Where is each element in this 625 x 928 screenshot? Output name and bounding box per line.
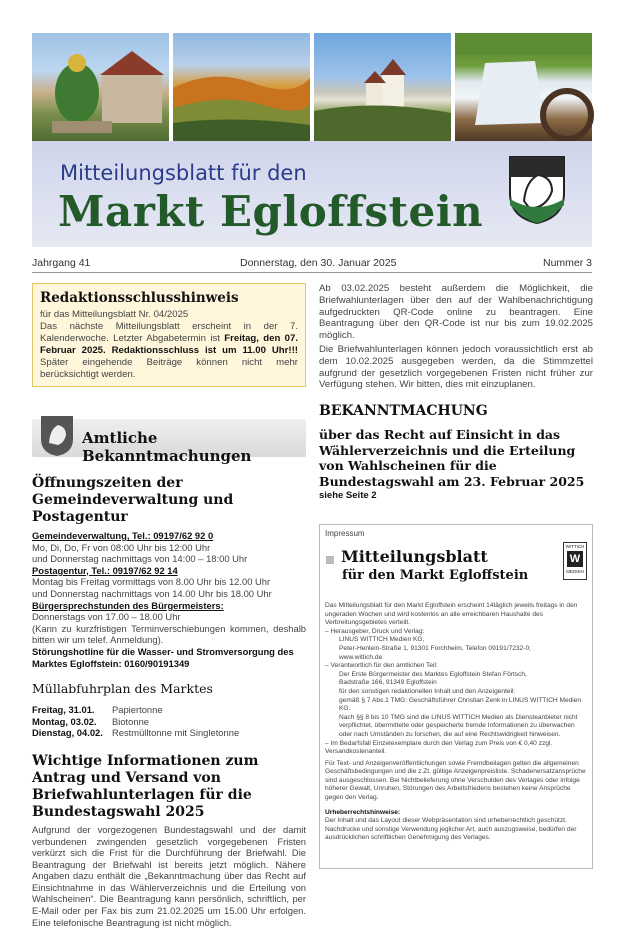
imprint-single-copies: – Im Bedarfsfall Einzelexemplare durch den Verlag zum Preis von € 0,40 zzgl. Versandkostenanteil. [325, 739, 553, 756]
imprint-subtitle: für den Markt Egloffstein [342, 568, 529, 583]
postal-vote-title: Wichtige Informationen zum Antrag und Versand von Briefwahlunterlagen für die Bundestagswahl 2025 [32, 752, 259, 820]
header-photo-strip [32, 33, 592, 141]
see-page-link[interactable]: siehe Seite 2 [319, 490, 377, 502]
imprint-header [325, 544, 587, 602]
imprint-intro: Das Mitteilungsblatt für den Markt Egloffstein erscheint 14täglich jeweils freitags in den ungeraden Wochen und wird kostenlos an alle erreichbaren Haushalte des Verbreitungsgebietes verteilt. [325, 602, 578, 627]
collection-day: Dienstag, 04.02. [32, 727, 103, 739]
square-bullet-icon [326, 556, 334, 564]
waste-schedule-row [32, 704, 306, 716]
imprint-label: Impressum [325, 529, 365, 538]
waste-plan-title: Müllabfuhrplan des Marktes [32, 681, 213, 697]
imprint-website-link[interactable]: www.wittich.de [339, 653, 383, 661]
opening-hours-line: und Donnerstag nachmittags von 14.00 Uhr bis 18.00 Uhr [32, 587, 272, 599]
divider [32, 272, 592, 273]
imprint-tmg-8-10: Nach §§ 8 bis 10 TMG sind die LINUS WITTICH Medien als Diensteanbieter nicht verpflichtet, übermittelte oder gespeicherte fremde Informationen zu überwachen oder nach Umständen zu forschen, die auf eine Rechtswidrigkeit hinweisen. [339, 713, 578, 738]
wittich-logo: WITTICH W MEDIEN [563, 542, 587, 580]
imprint-terms: Für Text- und Anzeigenveröffentlichungen sowie Fremdbeilagen gelten die allgemeinen Geschäftsbedingungen und die z.Zt. gültige Anzeigenpreisliste. Schadenersatzansprüche sind ausgeschlossen. Bei Nichtbelieferung ohne Verschulden des Verlages oder infolge höherer Gewalt, Unruhen, Störungen des Arbeitsfriedens bestehen keine Ansprüche gegen den Verlag. [325, 759, 586, 802]
volume: Jahrgang 41 [32, 257, 91, 269]
issue-info-line [32, 257, 592, 271]
waste-schedule-row [32, 727, 306, 739]
photo-castle [314, 33, 451, 141]
water-mill-illustration [455, 33, 592, 141]
photo-easter-well [32, 33, 169, 141]
imprint-mayor-address: Badstraße 166, 91349 Egloffstein [339, 679, 437, 687]
imprint-title: Mitteilungsblatt [341, 547, 488, 566]
opening-hours-line: und Donnerstag nachmittags von 14:00 – 18:00 Uhr [32, 553, 248, 565]
issue-date: Donnerstag, den 30. Januar 2025 [240, 257, 397, 269]
qr-code-paragraph: Ab 03.02.2025 besteht außerdem die Möglichkeit, die Briefwahlunterlagen über den auf der Wahlbenachrichtigung aufgedruckten QR-Code online zu beantragen. Eine Beantragung über den QR-Code ist nur bis zum 19.02.2025 möglich. [319, 283, 593, 342]
copyright-title: Urheberrechtshinweise: [325, 808, 401, 816]
editorial-deadline-box [32, 283, 306, 387]
opening-hours-section [32, 475, 306, 669]
opening-hours-line: Bürgersprechstunden des Bürgermeisters: [32, 599, 224, 611]
banner-label: Amtliche Bekanntmachungen [82, 429, 252, 465]
opening-hours-line: Donnerstags von 17.00 – 18.00 Uhr [32, 611, 181, 623]
opening-hours-title: Öffnungszeiten der Gemeindeverwaltung und Postagentur [32, 475, 234, 525]
imprint-publisher-address: Peter-Henlein-Straße 1, 91301 Forchheim, Telefon 09191/7232-0; [339, 644, 531, 652]
imprint-responsible-label: – Verantwortlich für den amtlichen Teil: [325, 662, 438, 670]
deadline-subline: für das Mitteilungsblatt Nr. 04/2025 [40, 309, 189, 320]
collection-day: Freitag, 31.01. [32, 704, 95, 716]
deadline-title: Redaktionsschlusshinweis [40, 290, 239, 306]
collection-bin: Restmülltonne mit Singletonne [112, 727, 240, 739]
photo-water-mill [455, 33, 592, 141]
imprint-other-content: für den sonstigen redaktionellen Inhalt und den Anzeigenteil: [339, 687, 516, 695]
official-announcements-banner [32, 415, 306, 465]
opening-hours-line: Gemeindeverwaltung, Tel.: 09197/62 92 0 [32, 530, 214, 541]
copyright-text: Der Inhalt und das Layout dieser Webpräsentation sind urheberrechtlich geschützt. Nachdrucke und sonstige Verwendung jeglicher Art, auch auszugsweise, bedürfen der ausdrücklichen schriftlichen Genehmigung des Verlages. [325, 817, 577, 842]
opening-hours-line: Montag bis Freitag vormittags von 8.00 Uhr bis 12.00 Uhr [32, 576, 271, 588]
imprint-publisher-label: – Herausgeber, Druck und Verlag: [325, 627, 425, 635]
autumn-valley-illustration [173, 33, 310, 141]
postal-vote-text: Aufgrund der vorgezogenen Bundestagswahl und der damit verbundenen zwingenden gesetzlich vorgegebenen Fristen verkürzt sich die Frist für die Durchführung der Briefwahl. Die Beantragung der Briefwahl ist bereits jetzt möglich. Nähere Angaben dazu enthält die „Bekanntmachung über das Recht auf Einsichtnahme in das Wählerverzeichnis und die Erteilung von Wahlscheinen“. Die Beantragung kann persönlich, schriftlich, per E-Mail oder per Fax bis zum 21.02.2025 um 15.00 Uhr erfolgen. Eine telefonische Beantragung ist nicht möglich. [32, 823, 306, 928]
imprint-mayor: Der Erste Bürgermeister des Marktes Egloffstein Stefan Förtsch, [339, 670, 527, 678]
castle-illustration [314, 33, 451, 141]
deadline-text: Das nächste Mitteilungsblatt erscheint in der 7. Kalenderwoche. Letzter Abgabetermin ist Freitag, den 07. Februar 2025. Redaktionsschluss ist um 11.00 Uhr!!! Später eingehende Beiträge können nicht mehr berücksichtigt werden. [40, 321, 298, 380]
issue-number: Nummer 3 [542, 257, 592, 269]
collection-day: Montag, 03.02. [32, 715, 97, 727]
imprint-tmg-7: gemäß § 7 Abs.1 TMG: Geschäftsführer Christian Zenk in LINUS WITTICH Medien KG. [339, 696, 582, 713]
waste-schedule [32, 704, 306, 739]
ballot-paragraph: Die Briefwahlunterlagen können jedoch voraussichtlich erst ab dem 10.02.2025 ausgegeben werden, da die Stimmzettel aufgrund der gesetzlich vorgegebenen Fristen nicht früher zur Verfügung stehen. Wir bitten, dies mit einzuplanen. [319, 343, 593, 391]
imprint-details [325, 602, 587, 843]
masthead [32, 141, 592, 247]
imprint-box [319, 524, 593, 869]
collection-bin: Biotonne [112, 715, 150, 727]
right-column [319, 283, 593, 501]
masthead-title: Markt Egloffstein [58, 187, 484, 236]
collection-bin: Papiertonne [112, 704, 163, 716]
opening-hours-lines [32, 530, 306, 669]
announcement-heading: BEKANNTMACHUNG [319, 403, 488, 420]
opening-hours-line: Postagentur, Tel.: 09197/62 92 14 [32, 564, 178, 576]
waste-schedule-row [32, 716, 306, 728]
photo-autumn-valley [173, 33, 310, 141]
left-column [32, 283, 306, 928]
opening-hours-line: Mo, Di, Do, Fr von 08:00 Uhr bis 12:00 Uhr [32, 541, 211, 553]
easter-well-illustration [32, 33, 169, 141]
imprint-publisher-name: LINUS WITTICH Medien KG, [339, 636, 425, 644]
postal-vote-section [32, 753, 306, 928]
coat-of-arms-icon [508, 155, 566, 225]
coat-of-arms-small-icon [40, 415, 74, 457]
opening-hours-line: Störungshotline für die Wasser- und Stromversorgung des Marktes Egloffstein: 0160/90191349 [32, 645, 294, 669]
announcement-subheading: über das Recht auf Einsicht in das Wählerverzeichnis und die Erteilung von Wahlscheinen für die Bundestagswahl am 23. Februar 2025 [319, 427, 585, 489]
opening-hours-line: (Kann zu kurzfristigen Terminverschiebungen kommen, deshalb bitten wir um telef. Anmeldung). [32, 622, 306, 646]
masthead-subtitle: Mitteilungsblatt für den [60, 161, 307, 185]
